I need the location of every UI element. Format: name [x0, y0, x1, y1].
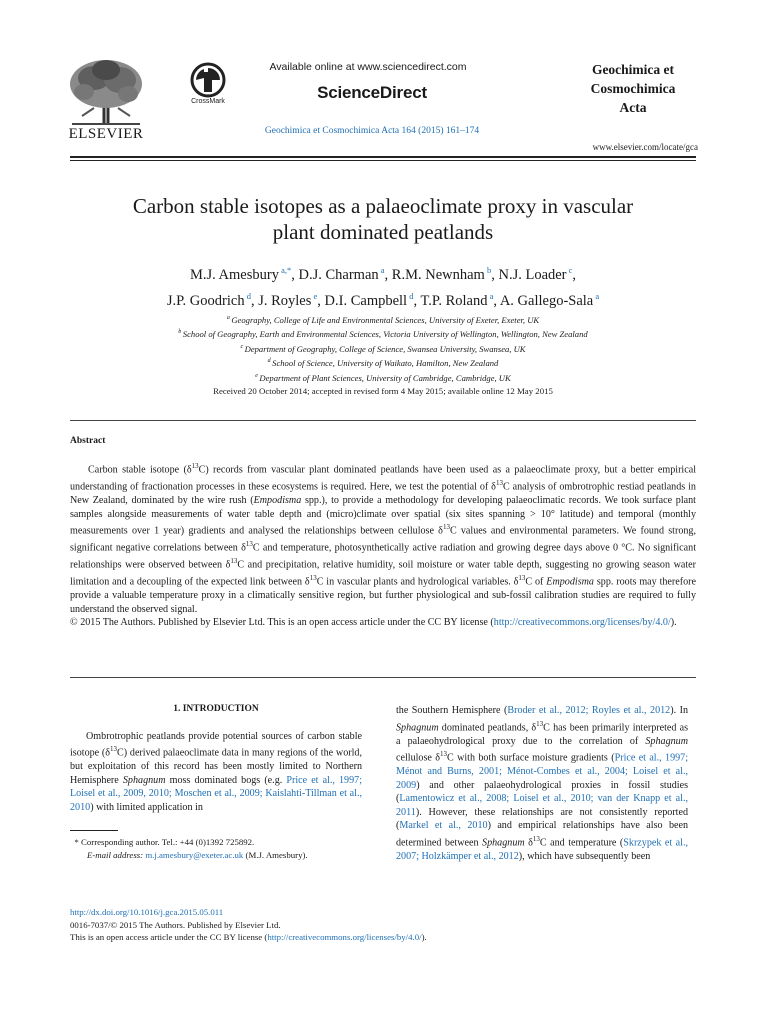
affiliation-item: [70, 370, 696, 384]
abstract-heading: Abstract: [70, 436, 106, 446]
author-affiliation-marker[interactable]: a,*: [278, 265, 292, 275]
corresponding-author-footnote: [70, 836, 362, 862]
author-name: A. Gallego-Sala: [499, 292, 594, 309]
author-affiliation-marker[interactable]: b: [484, 265, 492, 275]
journal-title-line: Cosmochimica: [590, 81, 676, 96]
license-statement: [70, 616, 696, 630]
section-heading: 1. INTRODUCTION: [173, 704, 259, 714]
email-link[interactable]: m.j.amesbury@exeter.ac.uk: [145, 850, 244, 860]
abstract-body: [70, 460, 696, 630]
body-paragraph: Ombrotrophic peatlands provide potential sources of carbon stable isotope $(\delta^{13}C)$ derived palaeoclimate data in many regions of the world, but exploitation of this record has been mostly limited to Northern Hemisphere Sphagnum moss dominated bogs (e.g. Price et al., 1997; Loisel et al., 2009, 2010; Moschen et al., 2009; Kaislahti-Tillman et al., 2010) with limited application in: [70, 730, 363, 813]
received-dates: Received 20 October 2014; accepted in revised form 4 May 2015; available online 12 May 2015: [213, 386, 553, 396]
affiliation-item: [70, 326, 696, 340]
abstract-paragraph: Carbon stable isotope $(\delta^{13}C)$ records from vascular plant dominated peatlands have been used as a palaeoclimate proxy, but a better empirical understanding of fractionation processes in these ecosystems is required. Here, we test the potential of $\delta^{13}C$ analysis of ombrotrophic restiad peatlands in New Zealand, dominated by the wire rush (Empodisma spp.), to provide a methodology for developing palaeoclimatic records. We took surface plant samples alongside measurements of water table depth and (micro)climate over spatial (six sites spanning > 10° latitude) and temporal (monthly measurements over 1 year) gradients and analysed the relationships between cellulose $\delta^{13}C$ values and environmental parameters. We found strong, significant negative correlations between $\delta^{13}C$ and temperature, photosynthetically active radiation and growing degree days above 0 °C. No significant relationships were observed between $\delta^{13}C$ and precipitation, relative humidity, soil moisture or water table depth, suggesting no growing season water limitation and a decoupling of the expected link between $\delta^{13}C$ in vascular plants and hydrological variables. $\delta^{13}C$ of Empodisma spp. roots may therefore provide a valuable temperature proxy in a climatically sensitive region, but further physiological and sub-fossil calibration studies are required to fully understand the observed signal.: [70, 462, 697, 615]
citation-link[interactable]: Markel et al., 2010: [399, 820, 488, 832]
crossmark-label: CrossMark: [191, 98, 225, 105]
author-name: R.M. Newnham: [391, 266, 485, 283]
author-name: J.P. Goodrich: [166, 292, 245, 309]
footnote-divider: [70, 830, 118, 831]
abstract-top-divider: [70, 420, 696, 421]
author-affiliation-marker[interactable]: a: [378, 265, 385, 275]
available-online-text: Available online at www.sciencedirect.com: [269, 61, 467, 73]
journal-title-line: Geochimica et: [591, 62, 675, 77]
affiliation-text: School of Science, University of Waikato, Hamilton, New Zealand: [272, 358, 499, 369]
article-title-line: plant dominated peatlands: [272, 220, 494, 244]
author-name: D.J. Charman: [298, 266, 379, 283]
affiliation-text: School of Geography, Earth and Environmental Sciences, Victoria University of Wellington, Wellington, New Zealand: [182, 329, 588, 340]
publisher-name: ELSEVIER: [68, 126, 144, 142]
affiliation-item: [70, 341, 696, 355]
journal-title-line: Acta: [619, 100, 647, 115]
journal-title: [570, 60, 696, 117]
footnote-asterisk: *: [70, 837, 81, 847]
footnote-contact: Corresponding author. Tel.: +44 (0)1392 725892.: [81, 837, 255, 847]
author-affiliation-marker[interactable]: c: [566, 265, 573, 275]
author-name: M.J. Amesbury: [189, 266, 279, 283]
license-text: © 2015 The Authors. Published by Elsevier Ltd. This is an open access article under the CC BY license (: [70, 617, 494, 629]
right-column: [396, 704, 688, 864]
journal-url[interactable]: www.elsevier.com/locate/gca: [592, 142, 698, 152]
citation-link[interactable]: Broder et al., 2012; Royles et al., 2012: [507, 705, 671, 716]
affiliation-text: Department of Plant Sciences, University of Cambridge, Cambridge, UK: [259, 372, 511, 383]
citation-link[interactable]: Lamentowicz et al., 2008; Loisel et al., 2010; van der Knapp et al., 2011: [396, 793, 688, 818]
affiliation-item: [70, 312, 696, 326]
citation-link[interactable]: Price et al., 1997; Ménot and Burns, 2001; Ménot-Combes et al., 2004; Loisel et al., 2009: [396, 752, 689, 791]
header-divider-thin: [70, 160, 696, 161]
citation-link[interactable]: Moschen et al., 2009;: [174, 788, 263, 800]
email-owner: (M.J. Amesbury).: [245, 850, 308, 860]
affiliation-text: Geography, College of Life and Environmental Sciences, University of Exeter, Exeter, UK: [231, 314, 540, 325]
author-line: M.J. Amesbury $^{a,*}$, D.J. Charman $^a$, R.M. Newnham $^b$, N.J. Loader $^c$,: [189, 265, 577, 283]
affiliation-list: [70, 312, 696, 384]
journal-citation[interactable]: Geochimica et Cosmochimica Acta 164 (2015) 161–174: [264, 126, 480, 136]
affiliation-marker: e: [255, 372, 260, 379]
footer-license-end: ).: [421, 932, 427, 943]
affiliation-marker: b: [178, 329, 183, 336]
doi-link[interactable]: http://dx.doi.org/10.1016/j.gca.2015.05.011: [70, 907, 224, 917]
header-divider: [70, 156, 696, 158]
license-link[interactable]: http://creativecommons.org/licenses/by/4.0/: [493, 617, 671, 629]
author-affiliation-marker[interactable]: a: [593, 290, 600, 301]
citation-link[interactable]: Kaislahti-Tillman et al., 2010: [70, 788, 363, 813]
issn-line: 0016-7037/© 2015 The Authors. Published by Elsevier Ltd.: [70, 919, 281, 930]
footer-license-link[interactable]: http://creativecommons.org/licenses/by/4.0/: [267, 932, 422, 943]
abstract-bottom-divider: [70, 677, 696, 678]
license-text-end: ).: [670, 617, 677, 629]
body-paragraph: the Southern Hemisphere (Broder et al., 2012; Royles et al., 2012). In Sphagnum dominated peatlands, $\delta^{13}C$ has been primarily interpreted as a palaeohydrological proxy due to the correlation of Sphagnum cellulose $\delta^{13}C$ with both surface moisture gradients (Price et al., 1997; Ménot and Burns, 2001; Ménot-Combes et al., 2004; Loisel et al., 2009) and other palaeohydrological proxies in fossil studies (Lamentowicz et al., 2008; Loisel et al., 2010; van der Knapp et al., 2011). However, these relationships are not consistently reported (Markel et al., 2010) and empirical relationships have also been determined between Sphagnum $\delta^{13}C$ and temperature (Skrzypek et al., 2007; Holzkämper et al., 2012), which have subsequently been: [396, 705, 689, 863]
email-label: E-mail address:: [87, 850, 144, 860]
author-name: T.P. Roland: [420, 292, 488, 309]
citation-link[interactable]: Loisel et al., 2009, 2010;: [70, 788, 172, 800]
affiliation-text: Department of Geography, College of Science, Swansea University, Swansea, UK: [244, 343, 526, 354]
citation-link[interactable]: Price et al., 1997;: [286, 774, 363, 786]
article-title-line: Carbon stable isotopes as a palaeoclimate proxy in vascular: [132, 194, 634, 218]
author-affiliation-marker[interactable]: e: [311, 290, 318, 301]
citation-link[interactable]: Skrzypek et al., 2007; Holzkämper et al., 2012: [396, 837, 689, 863]
author-name: N.J. Loader: [498, 266, 567, 283]
author-affiliation-marker[interactable]: d: [407, 290, 414, 301]
page-footer: [70, 906, 696, 944]
sciencedirect-logo[interactable]: ScienceDirect: [317, 83, 427, 102]
left-column: [70, 703, 362, 815]
author-name: J. Royles: [258, 292, 312, 309]
footer-license-text: This is an open access article under the CC BY license (: [70, 932, 268, 943]
affiliation-marker: c: [240, 343, 245, 350]
author-affiliation-marker[interactable]: a: [487, 290, 494, 301]
author-line: J.P. Goodrich $^d$, J. Royles $^e$, D.I. Campbell $^d$, T.P. Roland $^a$, A. Gallego-Sala $^a$: [166, 290, 600, 309]
affiliation-marker: a: [226, 315, 232, 321]
crossmark-icon[interactable]: [186, 62, 230, 103]
author-list: [70, 260, 696, 312]
author-affiliation-marker[interactable]: d: [244, 290, 251, 301]
affiliation-item: [70, 355, 696, 369]
author-name: D.I. Campbell: [324, 292, 408, 309]
affiliation-marker: d: [267, 358, 273, 365]
article-title: [70, 193, 696, 245]
